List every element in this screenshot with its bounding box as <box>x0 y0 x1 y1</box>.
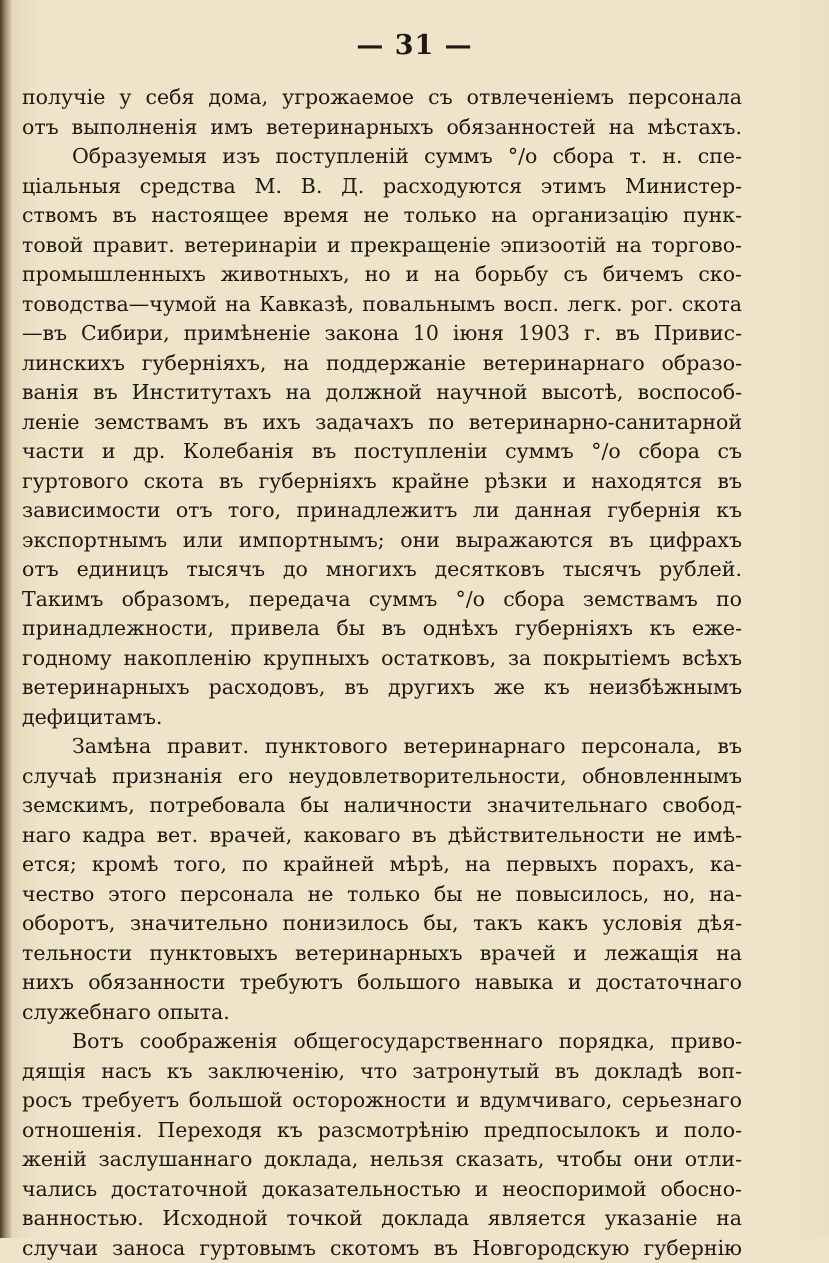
text-line: служебнаго опыта. <box>22 998 742 1028</box>
text-line: товодства—чумой на Кавказѣ, повальнымъ восп. легк. рог. скота <box>22 290 742 320</box>
text-line: леніе земствамъ въ ихъ задачахъ по ветеринарно-санитарной <box>22 408 742 438</box>
text-line: товой правит. ветеринаріи и прекращеніе эпизоотій на торгово- <box>22 231 742 261</box>
text-line: чались достаточной доказательностью и неоспоримой обосно- <box>22 1175 742 1205</box>
text-line: оборотъ, значительно понизилось бы, такъ какъ условія дѣя- <box>22 909 742 939</box>
text-line: линскихъ губерніяхъ, на поддержаніе ветеринарнаго образо- <box>22 349 742 379</box>
text-line: нихъ обязанности требуютъ большого навыка и достаточнаго <box>22 968 742 998</box>
text-line: отношенія. Переходя къ разсмотрѣнію предпосылокъ и поло- <box>22 1116 742 1146</box>
text-line: Вотъ соображенія общегосударственнаго порядка, приво- <box>22 1027 742 1057</box>
text-line: отъ единицъ тысячъ до многихъ десятковъ тысячъ рублей. <box>22 555 742 585</box>
text-line: чество этого персонала не только бы не повысилось, но, на- <box>22 880 742 910</box>
body-text <box>22 83 742 1263</box>
text-line: дящія насъ къ заключенію, что затронутый въ докладѣ воп- <box>22 1057 742 1087</box>
text-line: случаѣ признанія его неудовлетворительности, обновленнымъ <box>22 762 742 792</box>
text-line: дефицитамъ. <box>22 703 742 733</box>
text-line: ванія въ Институтахъ на должной научной высотѣ, воспособ- <box>22 378 742 408</box>
text-line: ветеринарныхъ расходовъ, въ другихъ же къ неизбѣжнымъ <box>22 673 742 703</box>
page-number: — 31 — <box>0 30 829 61</box>
text-line: Замѣна правит. пунктового ветеринарнаго персонала, въ <box>22 732 742 762</box>
text-line: росъ требуетъ большой осторожности и вдумчиваго, серьезнаго <box>22 1086 742 1116</box>
text-line: гуртового скота въ губерніяхъ крайне рѣзки и находятся въ <box>22 467 742 497</box>
text-line: части и др. Колебанія въ поступленіи суммъ °/о сбора съ <box>22 437 742 467</box>
text-line: женій заслушаннаго доклада, нельзя сказать, чтобы они отли- <box>22 1145 742 1175</box>
text-line: получіе у себя дома, угрожаемое съ отвлеченіемъ персонала <box>22 83 742 113</box>
text-line: ется; кромѣ того, по крайней мѣрѣ, на первыхъ порахъ, ка- <box>22 850 742 880</box>
text-line: зависимости отъ того, принадлежитъ ли данная губернія къ <box>22 496 742 526</box>
text-line: экспортнымъ или импортнымъ; они выражаются въ цифрахъ <box>22 526 742 556</box>
text-line: —въ Сибири, примѣненіе закона 10 іюня 1903 г. въ Привис- <box>22 319 742 349</box>
text-line: ванностью. Исходной точкой доклада является указаніе на <box>22 1204 742 1234</box>
text-line: годному накопленію крупныхъ остатковъ, за покрытіемъ всѣхъ <box>22 644 742 674</box>
text-line: наго кадра вет. врачей, каковаго въ дѣйствительности не имѣ- <box>22 821 742 851</box>
text-line: Образуемыя изъ поступленій суммъ °/о сбора т. н. спе- <box>22 142 742 172</box>
text-line: отъ выполненія имъ ветеринарныхъ обязанностей на мѣстахъ. <box>22 113 742 143</box>
text-line: земскимъ, потребовала бы наличности значительнаго свобод- <box>22 791 742 821</box>
text-line: принадлежности, привела бы въ однѣхъ губерніяхъ къ еже- <box>22 614 742 644</box>
text-line: случаи заноса гуртовымъ скотомъ въ Новгородскую губернію <box>22 1234 742 1263</box>
text-line: тельности пунктовыхъ ветеринарныхъ врачей и лежащія на <box>22 939 742 969</box>
text-line: промышленныхъ животныхъ, но и на борьбу съ бичемъ ско- <box>22 260 742 290</box>
text-line: ствомъ въ настоящее время не только на организацію пунк- <box>22 201 742 231</box>
binding-gutter <box>0 0 12 1238</box>
text-line: Такимъ образомъ, передача суммъ °/о сбора земствамъ по <box>22 585 742 615</box>
text-line: ціальныя средства М. В. Д. расходуются этимъ Министер- <box>22 172 742 202</box>
